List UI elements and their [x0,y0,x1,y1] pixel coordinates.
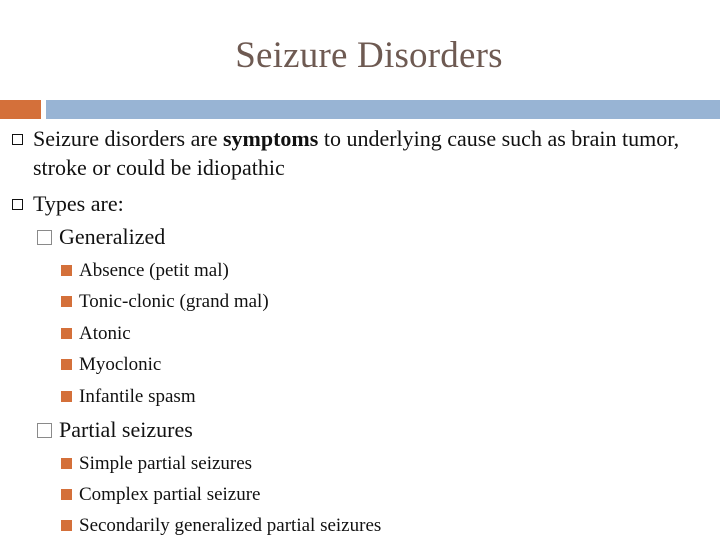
list-item: Complex partial seizure [79,484,261,505]
subheading-generalized: Generalized [59,224,166,249]
list-item: Infantile spasm [79,386,196,407]
list-item: Absence (petit mal) [79,260,229,281]
orange-square-icon [61,328,72,339]
bullet-text-after: to underlying cause such as brain tumor, stroke or could be idiopathic [33,126,680,180]
bullet-text-before: Seizure disorders are [33,126,223,151]
sub-bullet-box-icon [37,230,52,245]
subheading-partial: Partial seizures [59,417,193,442]
orange-square-icon [61,265,72,276]
orange-square-icon [61,296,72,307]
sub-bullet-box-icon [37,423,52,438]
bullet-square-icon [12,199,23,210]
orange-square-icon [61,359,72,370]
orange-square-icon [61,458,72,469]
list-item: Tonic-clonic (grand mal) [79,291,269,312]
bullet-text-bold: symptoms [222,126,319,151]
accent-bar-blue [46,100,720,119]
list-item: Atonic [79,323,131,344]
bullet-types: Types are: [33,191,124,216]
orange-square-icon [61,391,72,402]
bullet-square-icon [12,134,23,145]
orange-square-icon [61,489,72,500]
accent-bar-orange [0,100,41,119]
list-item: Myoclonic [79,354,162,375]
slide-title: Seizure Disorders [235,35,503,76]
list-item: Simple partial seizures [79,453,253,474]
list-item: Secondarily generalized partial seizures [79,515,382,536]
bullet-symptoms [33,124,703,182]
orange-square-icon [61,520,72,531]
